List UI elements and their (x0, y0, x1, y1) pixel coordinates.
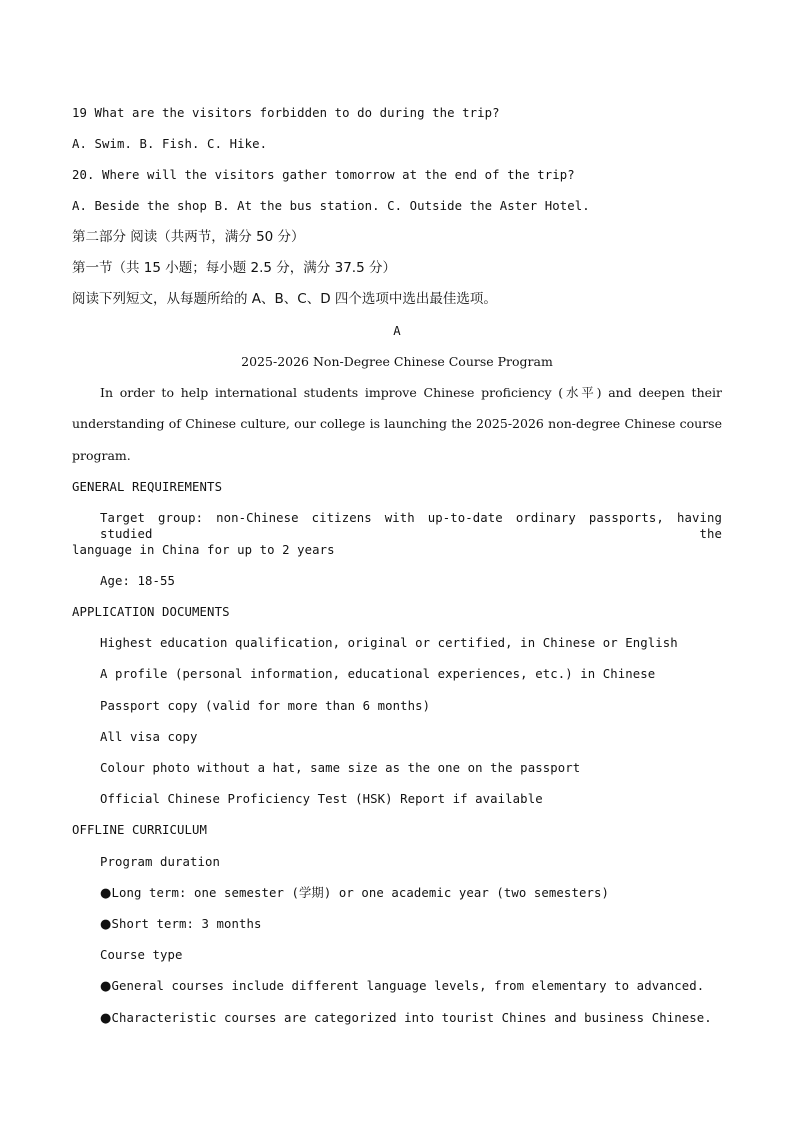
document-item: Passport copy (valid for more than 6 months) (100, 699, 431, 713)
document-item: A profile (personal information, educational experiences, etc.) in Chinese (100, 667, 656, 681)
target-group-line-2: language in China for up to 2 years (72, 543, 335, 557)
course-type-heading: Course type (100, 948, 183, 962)
age-requirement: Age: 18-55 (100, 574, 176, 588)
document-item: All visa copy (100, 730, 198, 744)
duration-long-text: Long term: one semester (学期) or one academic year (two semesters) (111, 886, 609, 900)
offline-curriculum-heading: OFFLINE CURRICULUM (72, 823, 208, 837)
question-20-options: A. Beside the shop B. At the bus station. C. Outside the Aster Hotel. (72, 199, 590, 213)
course-characteristic-text: Characteristic courses are categorized into tourist Chines and business Chinese. (111, 1011, 712, 1025)
application-documents-heading: APPLICATION DOCUMENTS (72, 605, 230, 619)
section-one-title: 第一节（共 15 小题；每小题 2.5 分，满分 37.5 分） (72, 260, 396, 276)
document-item: Official Chinese Proficiency Test (HSK) Report if available (100, 792, 543, 806)
intro-line-3: program. (72, 448, 131, 463)
course-characteristic-item (100, 1010, 712, 1027)
bullet-icon: ● (100, 979, 112, 994)
intro-line-1: In order to help international students improve Chinese proficiency (水平) and deepen their (100, 385, 722, 400)
duration-long-item (100, 885, 609, 902)
question-20: 20. Where will the visitors gather tomorrow at the end of the trip? (72, 168, 575, 182)
general-requirements-heading: GENERAL REQUIREMENTS (72, 480, 223, 494)
target-group-line-1: Target group: non-Chinese citizens with up-to-date ordinary passports, having studied the (100, 511, 722, 541)
document-item: Colour photo without a hat, same size as the one on the passport (100, 761, 581, 775)
reading-instruction: 阅读下列短文，从每题所给的 A、B、C、D 四个选项中选出最佳选项。 (72, 291, 497, 307)
question-19-options: A. Swim. B. Fish. C. Hike. (72, 137, 268, 151)
passage-title: 2025-2026 Non-Degree Chinese Course Program (241, 354, 553, 369)
program-duration-heading: Program duration (100, 855, 221, 869)
bullet-icon: ● (100, 917, 112, 932)
course-general-item (100, 978, 704, 995)
question-19: 19 What are the visitors forbidden to do during the trip? (72, 106, 500, 120)
duration-short-item (100, 916, 262, 933)
course-general-text: General courses include different language levels, from elementary to advanced. (111, 979, 705, 993)
duration-short-text: Short term: 3 months (111, 917, 262, 931)
passage-label: A (393, 324, 401, 338)
part-two-title: 第二部分 阅读（共两节，满分 50 分） (72, 229, 305, 245)
bullet-icon: ● (100, 886, 112, 901)
intro-line-2: understanding of Chinese culture, our college is launching the 2025-2026 non-degree Chinese course (72, 416, 722, 431)
bullet-icon: ● (100, 1011, 112, 1026)
document-item: Highest education qualification, original or certified, in Chinese or English (100, 636, 678, 650)
